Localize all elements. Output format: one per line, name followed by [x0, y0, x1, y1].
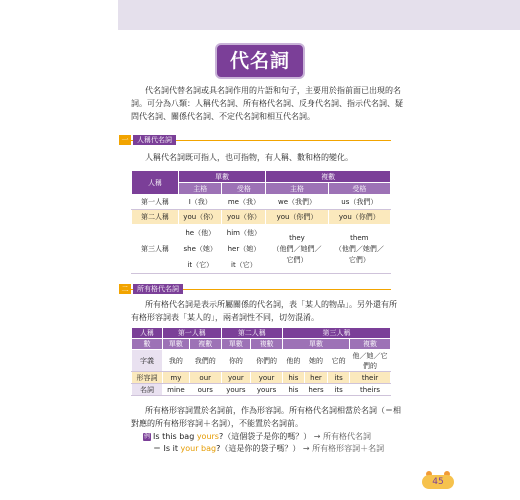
section-label: 人稱代名詞: [133, 135, 176, 145]
chapter-title: 代名詞: [229, 50, 290, 72]
table-cell: our: [189, 372, 221, 384]
table-cell: hers: [304, 384, 328, 396]
table-row: [132, 195, 391, 210]
table-cell: I（我）: [179, 195, 222, 210]
object-header: 受格: [222, 183, 266, 195]
plural-header: 複數: [251, 339, 283, 350]
table-cell: my: [163, 372, 190, 384]
table-cell: your: [221, 372, 251, 384]
cell-line: （他們／她們／: [272, 244, 322, 253]
table-cell: mine: [163, 384, 190, 396]
singular-header: 單數: [163, 339, 190, 350]
table-cell: ours: [189, 384, 221, 396]
subject-header: 主格: [266, 183, 328, 195]
row-label: 字義: [132, 350, 163, 372]
singular-header: 單數: [179, 171, 266, 183]
cell-line: her（她）: [227, 245, 261, 253]
example-text: ?（這個袋子是你的嗎？）: [218, 432, 312, 441]
table-cell: 你的: [221, 350, 251, 372]
example-note: → 所有格代名詞: [313, 432, 372, 441]
personal-pronoun-table: [131, 170, 391, 274]
cell-line: he（他）: [185, 229, 216, 237]
example-note: → 所有格形容詞＋名詞: [302, 444, 385, 453]
table-row: [132, 350, 391, 372]
example-highlight: yours: [196, 432, 219, 441]
cell-line: （他們／她們／: [334, 244, 384, 253]
table-cell: you（你）: [179, 210, 222, 225]
table-cell: 她的: [304, 350, 328, 372]
cell-line: they: [289, 233, 305, 242]
table-cell: 你們的: [251, 350, 283, 372]
table-cell: [328, 225, 390, 274]
example-line: [153, 443, 413, 455]
table-cell: her: [304, 372, 328, 384]
row-label: 第三人稱: [132, 225, 179, 274]
cell-line: him（他）: [226, 229, 261, 237]
table-cell: 它的: [328, 350, 350, 372]
table-cell: you（你們）: [328, 210, 390, 225]
table-cell: [266, 225, 328, 274]
row-label: 第一人稱: [132, 195, 179, 210]
table-cell: 我的: [163, 350, 190, 372]
cell-line: she（她）: [183, 245, 217, 253]
page-number: 45: [432, 477, 444, 487]
table-row: [132, 384, 391, 396]
section-number: 一: [119, 135, 131, 145]
example-line: [143, 431, 413, 443]
example-highlight: your bag: [180, 444, 217, 453]
example-text: Is this bag: [153, 432, 197, 441]
table-cell: you（你）: [222, 210, 266, 225]
desc-line: 有格形容詞表「某人的」，兩者詞性不同，切勿混淆。: [131, 313, 319, 322]
singular-header: 單數: [282, 339, 349, 350]
table-cell: 他／她／它們的: [350, 350, 391, 372]
plural-header: 複數: [350, 339, 391, 350]
intro-line: 問代名詞、關係代名詞、不定代名詞和相互代名詞。: [131, 112, 315, 121]
cell-line: 它們）: [348, 255, 370, 264]
table-cell: his: [282, 384, 304, 396]
table-cell: you（你們）: [266, 210, 328, 225]
example-block: [143, 431, 413, 455]
page-number-badge: [418, 469, 458, 491]
table-cell: me（我）: [222, 195, 266, 210]
example-text: ?（這是你的袋子嗎？）: [216, 444, 301, 453]
table-cell: us（我們）: [328, 195, 390, 210]
cell-line: them: [350, 233, 369, 242]
table-cell: their: [350, 372, 391, 384]
cell-line: it（它）: [231, 261, 257, 269]
row-label: 名詞: [132, 384, 163, 396]
row-label: 形容詞: [132, 372, 163, 384]
intro-line: 代名詞代替名詞或具名詞作用的片語和句子，主要用於指前面已出現的名: [145, 86, 401, 95]
note-line: 所有格形容詞置於名詞前，作為形容詞。所有格代名詞相當於名詞（＝相: [145, 406, 401, 415]
row-label: 第二人稱: [132, 210, 179, 225]
table-cell: 我們的: [189, 350, 221, 372]
table-cell: its: [328, 384, 350, 396]
table-corner-header: 人稱: [132, 171, 179, 195]
table-cell: your: [251, 372, 283, 384]
intro-paragraph: [131, 84, 405, 123]
section2-description: [131, 298, 407, 324]
table-cell: [179, 225, 222, 274]
note-line: 對應的所有格形容詞＋名詞），不能置於名詞前。: [131, 419, 303, 428]
top-banner: [118, 0, 520, 30]
table-row: [132, 210, 391, 225]
section2-note: [131, 404, 407, 430]
chapter-title-badge: [215, 43, 305, 79]
plural-header: 複數: [266, 171, 391, 183]
table-row: [132, 372, 391, 384]
plural-header: 複數: [189, 339, 221, 350]
desc-line: 所有格代名詞是表示所屬關係的代名詞，表「某人的物品」。另外還有所: [145, 300, 397, 309]
table-row: [132, 225, 391, 274]
cell-line: 它們）: [286, 255, 308, 264]
number-header: 數: [132, 339, 163, 350]
table-cell: [222, 225, 266, 274]
possessive-table: [131, 327, 391, 396]
table-cell: 他的: [282, 350, 304, 372]
table-cell: his: [282, 372, 304, 384]
object-header: 受格: [328, 183, 390, 195]
first-person-header: 第一人稱: [163, 328, 222, 339]
table-cell: its: [328, 372, 350, 384]
cell-line: it（它）: [187, 261, 214, 269]
section-label: 所有格代名詞: [133, 284, 183, 294]
subject-header: 主格: [179, 183, 222, 195]
singular-header: 單數: [221, 339, 251, 350]
table-cell: yours: [251, 384, 283, 396]
person-header: 人稱: [132, 328, 163, 339]
section1-description: 人稱代名詞既可指人，也可指物，有人稱、數和格的變化。: [145, 153, 353, 162]
table-cell: theirs: [350, 384, 391, 396]
intro-line: 詞。可分為八類：人稱代名詞、所有格代名詞、反身代名詞、指示代名詞、疑: [131, 99, 403, 108]
section-number: 二: [119, 284, 131, 294]
table-cell: yours: [221, 384, 251, 396]
third-person-header: 第三人稱: [282, 328, 390, 339]
second-person-header: 第二人稱: [221, 328, 282, 339]
example-tag: 例: [143, 432, 150, 440]
example-text: ＝ Is it: [153, 444, 181, 453]
table-cell: we（我們）: [266, 195, 328, 210]
